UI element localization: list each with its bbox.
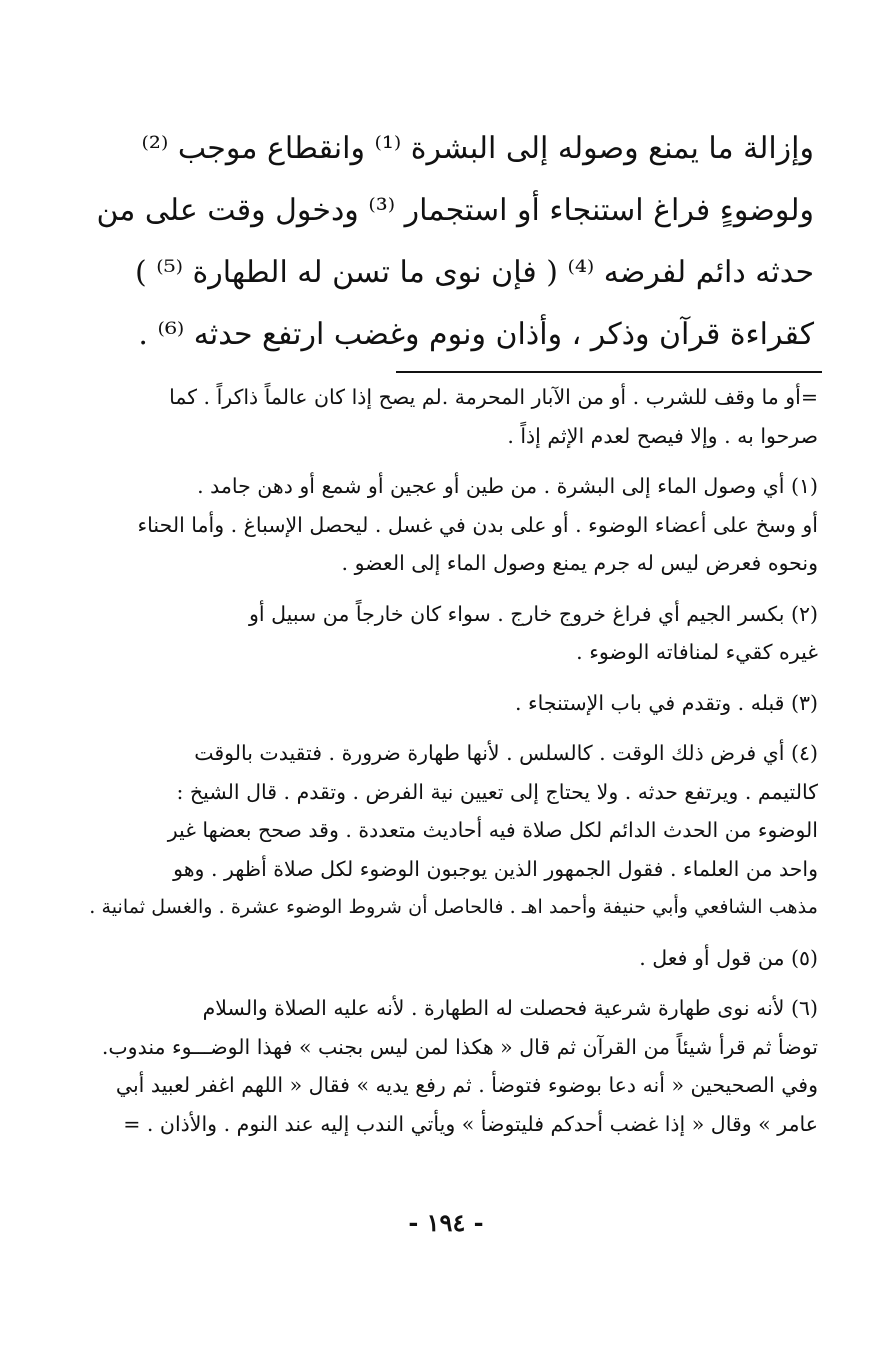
main-text-line: ولوضوءٍ فراغ استنجاء أو استجمار ⁽³⁾ ودخول وقت على من bbox=[96, 193, 814, 228]
footnote-line: ونحوه فعرض ليس له جرم يمنع وصول الماء إلى العضو . bbox=[341, 551, 818, 575]
main-text-line: وإزالة ما يمنع وصوله إلى البشرة ⁽¹⁾ وانقطاع موجب ⁽²⁾ bbox=[141, 131, 814, 166]
footnote-6 bbox=[74, 989, 818, 1143]
footnote-line: (١) أي وصول الماء إلى البشرة . من طين أو عجين أو شمع أو دهن جامد . bbox=[197, 474, 818, 498]
footnote-2 bbox=[74, 595, 818, 672]
footnote-line: كالتيمم . ويرتفع حدثه . ولا يحتاج إلى تعيين نية الفرض . وتقدم . قال الشيخ : bbox=[176, 779, 818, 804]
footnote-line: أو وسخ على أعضاء الوضوء . أو على بدن في غسل . ليحصل الإسباغ . وأما الحناء bbox=[137, 512, 818, 537]
main-text-line: حدثه دائم لفرضه ⁽⁴⁾ ( فإن نوى ما تسن له الطهارة ⁽⁵⁾ ) bbox=[134, 255, 814, 290]
footnote-line: (٢) بكسر الجيم أي فراغ خروج خارج . سواء كان خارجاً من سبيل أو bbox=[249, 601, 818, 626]
footnote-line: الوضوء من الحدث الدائم لكل صلاة فيه أحاديث متعددة . وقد صحح بعضها غير bbox=[167, 818, 818, 842]
footnote-line: توضأ ثم قرأ شيئاً من القرآن ثم قال « هكذا لمن ليس بجنب » فهذا الوضـــوء مندوب. bbox=[101, 1034, 818, 1059]
footnote-line: مذهب الشافعي وأبي حنيفة وأحمد اهـ . فالحاصل أن شروط الوضوء عشرة . والغسل ثمانية . bbox=[89, 895, 818, 918]
footnote-line: وفي الصحيحين « أنه دعا بوضوء فتوضأ . ثم رفع يديه » فقال « اللهم اغفر لعبيد أبي bbox=[115, 1073, 818, 1097]
footnote-line: عامر » وقال « إذا غضب أحدكم فليتوضأ » ويأتي الندب إليه عند النوم . والأذان . = bbox=[123, 1111, 818, 1136]
main-text bbox=[92, 118, 814, 366]
footnote-line: (٤) أي فرض ذلك الوقت . كالسلس . لأنها طهارة ضرورة . فتقيدت بالوقت bbox=[194, 741, 818, 765]
footnote-4 bbox=[74, 734, 818, 927]
footnote-line: (٥) من قول أو فعل . bbox=[639, 945, 818, 970]
footnote-line: صرحوا به . وإلا فيصح لعدم الإثم إذاً . bbox=[507, 423, 818, 448]
footnote-5 bbox=[74, 939, 818, 978]
footnote-line: =أو ما وقف للشرب . أو من الآبار المحرمة .لم يصح إذا كان عالماً ذاكراً . كما bbox=[169, 385, 818, 409]
footnote-continuation bbox=[74, 378, 818, 455]
footnote-line: (٣) قبله . وتقدم في باب الإستنجاء . bbox=[514, 690, 818, 715]
footnote-line: (٦) لأنه نوى طهارة شرعية فحصلت له الطهارة . لأنه عليه الصلاة والسلام bbox=[202, 996, 818, 1020]
footnote-3 bbox=[74, 684, 818, 723]
footnote-line: غيره كقيء لمنافاته الوضوء . bbox=[576, 640, 818, 664]
footnote-1 bbox=[74, 467, 818, 583]
footnote-divider bbox=[396, 371, 822, 373]
footnotes bbox=[74, 378, 818, 1155]
page-number: - ١٩٤ - bbox=[408, 1208, 484, 1237]
footnote-line: واحد من العلماء . فقول الجمهور الذين يوجبون الوضوء لكل صلاة أظهر . وهو bbox=[173, 856, 818, 881]
main-text-line: كقراءة قرآن وذكر ، وأذان ونوم وغضب ارتفع حدثه ⁽⁶⁾ . bbox=[138, 317, 814, 352]
